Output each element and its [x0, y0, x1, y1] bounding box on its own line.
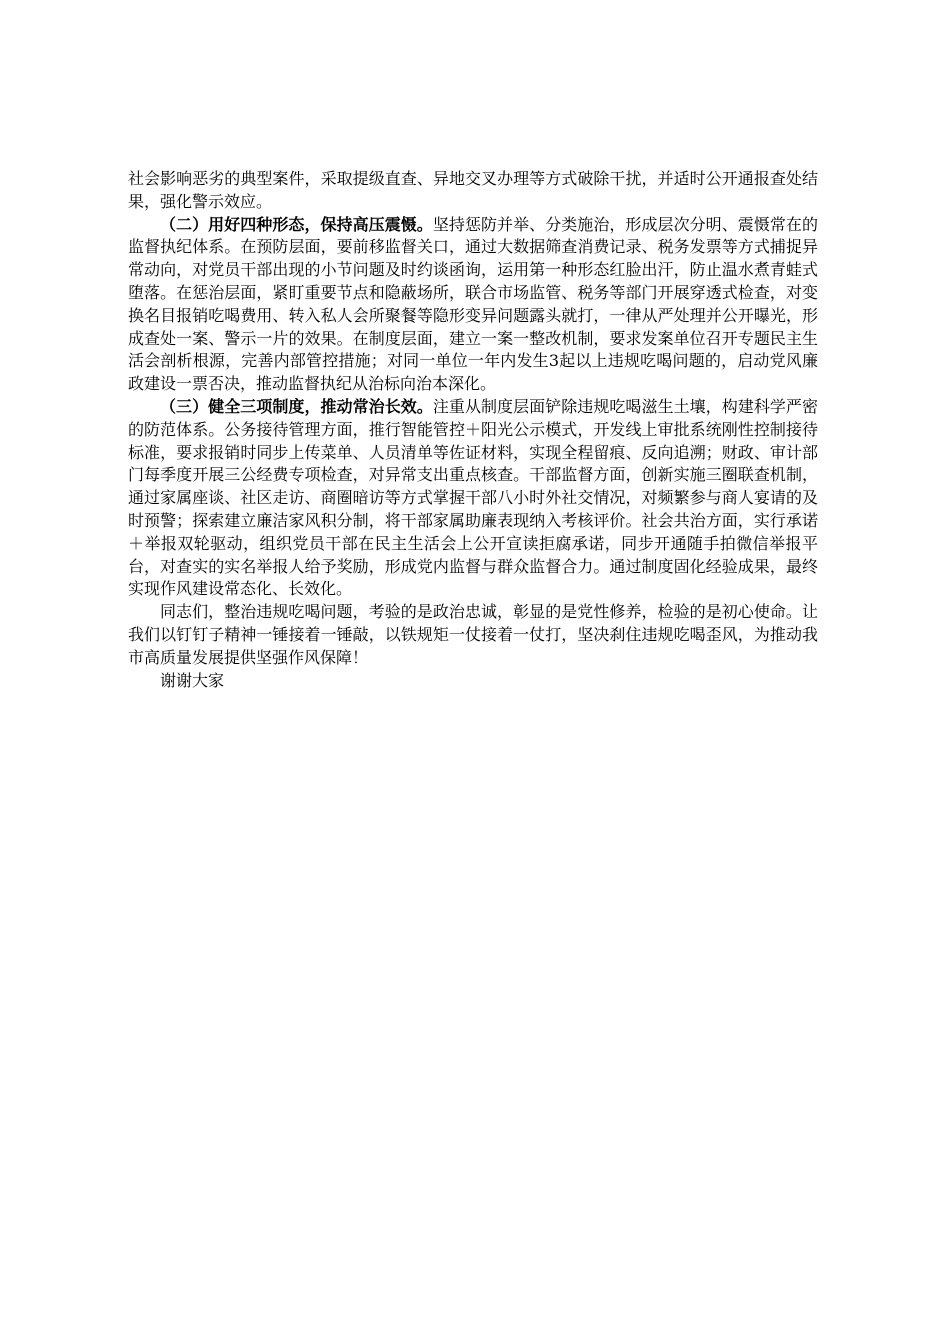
paragraph-text: 坚持惩防并举、分类施治，形成层次分明、震慑常在的监督执纪体系。在预防层面，要前移监督关口，通过大数据筛查消费记录、税务发票等方式捕捉异常动向，对党员干部出现的小节问题及时约谈函询，运用第一种形态红脸出汗，防止温水煮青蛙式堕落。在惩治层面，紧盯重要节点和隐蔽场所，联合市场监管、税务等部门开展穿透式检查，对变换名目报销吃喝费用、转入私人会所聚餐等隐形变异问题露头就打，一律从严处理并公开曝光，形成查处一案、警示一片的效果。在制度层面，建立一案一整改机制，要求发案单位召开专题民主生活会剖析根源，完善内部管控措施；对同一单位一年内发生3起以上违规吃喝问题的，启动党风廉政建设一票否决，推动监督执纪从治标向治本深化。 [128, 214, 818, 394]
paragraph-section-three [128, 396, 818, 601]
section-heading: （二）用好四种形态，保持高压震慑。 [160, 214, 433, 234]
paragraph-text: 注重从制度层面铲除违规吃喝滋生土壤，构建科学严密的防范体系。公务接待管理方面，推行智能管控＋阳光公示模式，开发线上审批系统刚性控制接待标准，要求报销时同步上传菜单、人员清单等佐证材料，实现全程留痕、反向追溯；财政、审计部门每季度开展三公经费专项检查，对异常支出重点核查。干部监督方面，创新实施三圈联查机制，通过家属座谈、社区走访、商圈暗访等方式掌握干部八小时外社交情况，对频繁参与商人宴请的及时预警；探索建立廉洁家风积分制，将干部家属助廉表现纳入考核评价。社会共治方面，实行承诺＋举报双轮驱动，组织党员干部在民主生活会上公开宣读拒腐承诺，同步开通随手拍微信举报平台，对查实的实名举报人给予奖励，形成党内监督与群众监督合力。通过制度固化经验成果，最终实现作风建设常态化、长效化。 [128, 396, 818, 599]
paragraph-text: 谢谢大家 [160, 670, 225, 690]
paragraph-section-two [128, 214, 818, 396]
paragraph-text: 同志们，整治违规吃喝问题，考验的是政治忠诚，彰显的是党性修养，检验的是初心使命。让我们以钉钉子精神一锤接着一锤敲，以铁规矩一仗接着一仗打，坚决刹住违规吃喝歪风，为推动我市高质量发展提供坚强作风保障！ [128, 602, 818, 667]
paragraph-continuation [128, 168, 818, 214]
paragraph-closing [128, 601, 818, 669]
paragraph-text: 社会影响恶劣的典型案件，采取提级直查、异地交叉办理等方式破除干扰，并适时公开通报查处结果，强化警示效应。 [128, 169, 818, 211]
section-heading: （三）健全三项制度，推动常治长效。 [160, 396, 433, 416]
document-page [128, 168, 818, 692]
paragraph-thanks [128, 670, 818, 693]
